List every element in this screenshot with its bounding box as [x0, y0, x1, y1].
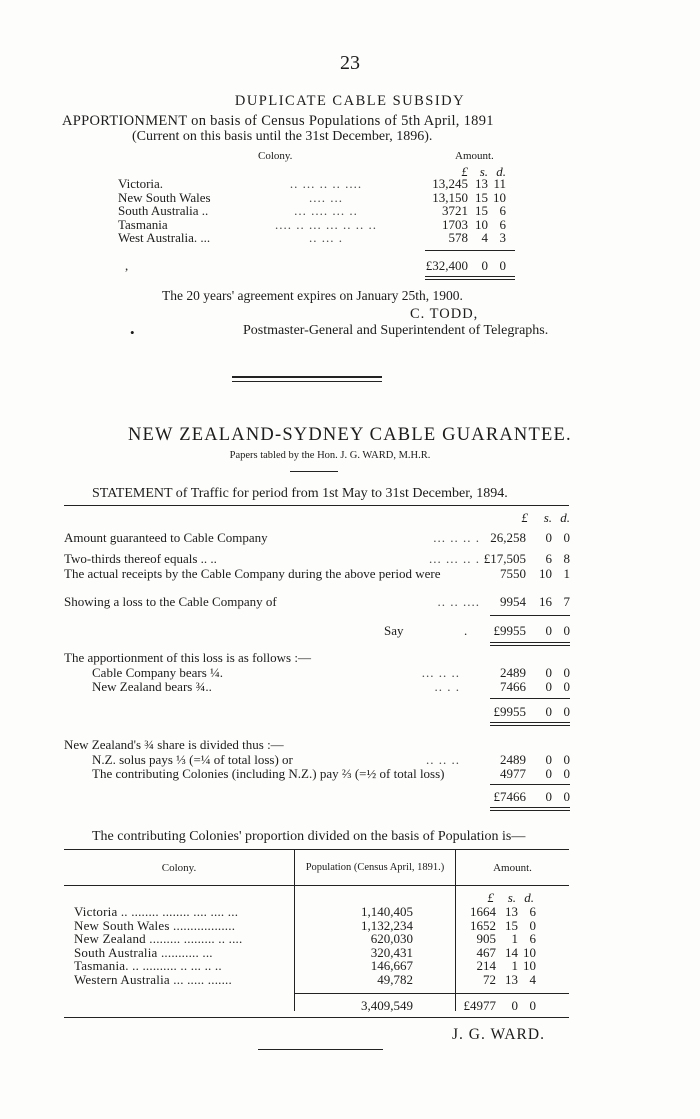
amount-pounds: 4977: [500, 766, 526, 781]
amount-pounds: 7466: [500, 679, 526, 694]
subsidy-col-amount: Amount.: [455, 150, 494, 162]
amount-pounds: 72: [483, 972, 496, 987]
amount-shillings: 13: [505, 972, 518, 987]
subsidy-leader: .... .. ... ... .. .. ..: [275, 216, 377, 232]
page-number: 23: [340, 52, 360, 74]
amount-shillings: 0: [545, 766, 552, 781]
g-unit-s: s.: [543, 510, 552, 525]
total-d: 0: [499, 258, 506, 273]
guarantee-units: [478, 510, 570, 526]
table-col-population: Population (Census April, 1891.): [305, 862, 445, 873]
subsidy-colony: West Australia. ...: [118, 230, 211, 246]
amount-shillings: 6: [545, 551, 552, 566]
amount-pounds: 13,245: [432, 176, 468, 191]
amount-shillings: 13: [475, 176, 488, 191]
apportion-rule-b: [490, 725, 570, 726]
amount-shillings: 15: [475, 189, 488, 205]
table-unit-pound: £: [487, 890, 494, 905]
amount-shillings: 1: [511, 958, 518, 974]
apportion-total-s: 0: [545, 704, 552, 719]
signature: J. G. WARD.: [452, 1026, 545, 1043]
subsidy-colony: New South Wales: [118, 189, 211, 205]
amount: [474, 766, 570, 782]
amount-shillings: 1: [511, 931, 518, 947]
amount-pence: 1: [563, 566, 570, 581]
table-total-population: 3,409,549: [361, 998, 413, 1013]
subsidy-leader: .. ... .: [309, 230, 343, 246]
table-colony: New Zealand ......... ......... .. ....: [74, 931, 243, 947]
table-total-pounds: £4977: [463, 998, 496, 1013]
table-population: 1,132,234: [361, 917, 413, 933]
amount-pence: 11: [493, 176, 506, 191]
table-population: 49,782: [377, 972, 413, 987]
table-top-rule: [64, 849, 569, 850]
subsidy-total-rule: [425, 250, 515, 251]
apportion-leader: ... .. ..: [421, 665, 460, 680]
table-population: 1,140,405: [361, 904, 413, 919]
share-total: [474, 789, 570, 805]
subsidy-colony: Victoria.: [118, 176, 164, 191]
subsidy-colony: Tasmania: [118, 216, 168, 232]
total-s: 0: [481, 258, 488, 273]
apportion-label: Cable Company bears ¼.: [92, 665, 224, 680]
amount-shillings: 10: [475, 216, 488, 232]
table-col-amount: Amount.: [493, 862, 532, 874]
agreement-note: The 20 years' agreement expires on January 25th, 1900.: [162, 288, 463, 303]
say-amount: [474, 623, 570, 639]
table-population: 320,431: [370, 944, 413, 960]
table-colony: New South Wales ..................: [74, 917, 236, 933]
amount-pence: 3: [499, 230, 506, 246]
say-rule-top: [490, 615, 570, 616]
amount-pence: 0: [563, 665, 570, 680]
amount-shillings: 16: [539, 594, 552, 609]
apportion-intro: The apportionment of this loss is as follows :—: [64, 650, 311, 665]
amount: [474, 594, 570, 610]
amount-shillings: 15: [475, 203, 488, 219]
say-d: 0: [563, 623, 570, 638]
table-header-rule: [64, 885, 569, 886]
amount-pounds: 1703: [442, 216, 468, 232]
guarantee-label: Showing a loss to the Cable Company of: [64, 594, 277, 609]
amount-shillings: 0: [545, 679, 552, 694]
amount-pence: 6: [499, 216, 506, 232]
guarantee-leader: .. .. ....: [437, 594, 480, 609]
table-colony: Tasmania. .. .......... .. ... .. ..: [74, 958, 222, 974]
say-rule-b: [490, 645, 570, 646]
amount-pounds: 467: [476, 944, 496, 960]
share-intro: New Zealand's ¾ share is divided thus :—: [64, 737, 284, 752]
share-rule-top: [490, 784, 570, 785]
amount-pence: 0: [563, 766, 570, 781]
subsidy-leader: .... ...: [309, 189, 343, 205]
amount-pounds: 578: [448, 230, 468, 246]
subsidy-double-rule-b: [425, 279, 515, 280]
amount-pence: 6: [529, 931, 536, 947]
table-colony: South Australia ........... ...: [74, 944, 213, 960]
say-dot: .: [464, 623, 468, 638]
amount-pounds: 9954: [500, 594, 526, 609]
amount-pounds: 26,258: [490, 530, 526, 545]
table-colony: Western Australia ... ..... .......: [74, 972, 232, 987]
title-short-rule: [290, 471, 338, 472]
apportion-leader: .. . .: [434, 679, 460, 694]
total-pounds: £32,400: [425, 258, 468, 273]
amount-shillings: 14: [505, 944, 518, 960]
subsidy-mark: ,: [125, 258, 129, 273]
table-total-d: 0: [529, 998, 536, 1013]
share-rule-b: [490, 810, 570, 811]
amount-shillings: 15: [505, 917, 518, 933]
unit-d: d.: [496, 164, 506, 179]
share-label: N.Z. solus pays ⅓ (=¼ of total loss) or: [92, 752, 293, 767]
subsidy-subtitle: APPORTIONMENT on basis of Census Populations of 5th April, 1891: [62, 113, 494, 129]
table-bottom-rule: [64, 1017, 569, 1018]
apportion-rule-top: [490, 698, 570, 699]
subsidy-double-rule-a: [425, 276, 515, 277]
tabled-note: Papers tabled by the Hon. J. G. WARD, M.H.R.: [229, 450, 431, 461]
amount: [474, 679, 570, 695]
table-population: 620,030: [370, 931, 413, 947]
amount-shillings: 13: [505, 904, 518, 919]
amount-pounds: 905: [476, 931, 496, 947]
amount-pounds: £17,505: [483, 551, 526, 566]
table-unit-s: s.: [507, 890, 516, 905]
share-leader: .. .. ..: [426, 752, 460, 767]
population-intro: The contributing Colonies' proportion divided on the basis of Population is—: [92, 829, 526, 844]
unit-s: s.: [479, 164, 488, 179]
g-unit-pound: £: [521, 510, 528, 525]
amount-pence: 8: [563, 551, 570, 566]
table-total-amount: [450, 998, 536, 1014]
unit-pound: £: [461, 164, 468, 179]
amount-pounds: 2489: [500, 665, 526, 680]
apportion-total-d: 0: [563, 704, 570, 719]
amount-pence: 7: [563, 594, 570, 609]
amount-pence: 0: [529, 917, 536, 933]
amount-pence: 4: [529, 972, 536, 987]
share-label: The contributing Colonies (including N.Z.) pay ⅔ (=½ of total loss): [92, 766, 445, 781]
statement-line: STATEMENT of Traffic for period from 1st May to 31st December, 1894.: [92, 486, 508, 501]
section-divider-b: [232, 381, 382, 382]
amount-pence: 10: [523, 958, 536, 974]
amount-pence: 0: [563, 679, 570, 694]
signatory-name: C. TODD,: [410, 306, 479, 322]
amount-pence: 0: [563, 530, 570, 545]
amount: [450, 972, 536, 988]
end-rule: [258, 1049, 383, 1050]
g-unit-d: d.: [560, 510, 570, 525]
apportion-label: New Zealand bears ¾..: [92, 679, 212, 694]
amount: [474, 566, 570, 582]
amount: [474, 551, 570, 567]
amount-pounds: 13,150: [432, 189, 468, 205]
subsidy-title: DUPLICATE CABLE SUBSIDY: [234, 93, 466, 109]
share-rule-a: [490, 807, 570, 808]
amount-pounds: 1664: [470, 904, 496, 919]
apportion-total-pounds: £9955: [493, 704, 526, 719]
table-total-s: 0: [511, 998, 518, 1013]
guarantee-label: Two-thirds thereof equals .. ..: [64, 551, 217, 566]
apportion-rule-a: [490, 722, 570, 723]
subsidy-leader: .. ... .. .. ....: [289, 176, 363, 191]
share-total-d: 0: [563, 789, 570, 804]
say-s: 0: [545, 623, 552, 638]
say-label: Say: [384, 623, 404, 638]
guarantee-title: NEW ZEALAND-SYDNEY CABLE GUARANTEE.: [128, 425, 572, 445]
subsidy-note: (Current on this basis until the 31st December, 1896).: [132, 129, 433, 144]
table-population: 146,667: [370, 958, 413, 974]
amount-pence: 6: [529, 904, 536, 919]
amount: [474, 530, 570, 546]
apportion-total: [474, 704, 570, 720]
amount-shillings: 0: [545, 665, 552, 680]
say-pounds: £9955: [493, 623, 526, 638]
amount: [422, 230, 506, 246]
amount-pounds: 7550: [500, 566, 526, 581]
table-unit-d: d.: [524, 890, 534, 905]
subsidy-col-colony: Colony.: [258, 150, 293, 162]
share-total-pounds: £7466: [493, 789, 526, 804]
signatory-mark: •: [130, 325, 135, 340]
guarantee-label: The actual receipts by the Cable Company during the above period were: [64, 566, 441, 581]
amount-pounds: 3721: [442, 203, 468, 219]
table-total-rule-b: [456, 993, 569, 994]
amount-shillings: 0: [545, 752, 552, 767]
table-total-rule-a: [295, 993, 455, 994]
statement-rule: [64, 505, 569, 506]
amount-pounds: 1652: [470, 917, 496, 933]
subsidy-total: [416, 258, 506, 274]
subsidy-leader: ... .... ... ..: [294, 203, 358, 219]
amount-shillings: 10: [539, 566, 552, 581]
guarantee-leader: ... ... .. .: [429, 551, 480, 566]
amount-pence: 0: [563, 752, 570, 767]
share-total-s: 0: [545, 789, 552, 804]
guarantee-leader: ... .. .. .: [433, 530, 480, 545]
amount-shillings: 4: [481, 230, 488, 246]
amount-pence: 10: [523, 944, 536, 960]
section-divider-a: [232, 376, 382, 378]
amount-pounds: 2489: [500, 752, 526, 767]
table-col-colony: Colony.: [161, 862, 197, 874]
amount-pence: 10: [493, 189, 506, 205]
subsidy-colony: South Australia ..: [118, 203, 209, 219]
table-colony: Victoria .. ........ ........ .... .... ...: [74, 904, 239, 919]
signatory-title: Postmaster-General and Superintendent of Telegraphs.: [243, 323, 549, 338]
amount-pounds: 214: [476, 958, 496, 974]
amount-pence: 6: [499, 203, 506, 219]
guarantee-label: Amount guaranteed to Cable Company: [64, 530, 268, 545]
say-rule-a: [490, 642, 570, 643]
amount-shillings: 0: [545, 530, 552, 545]
